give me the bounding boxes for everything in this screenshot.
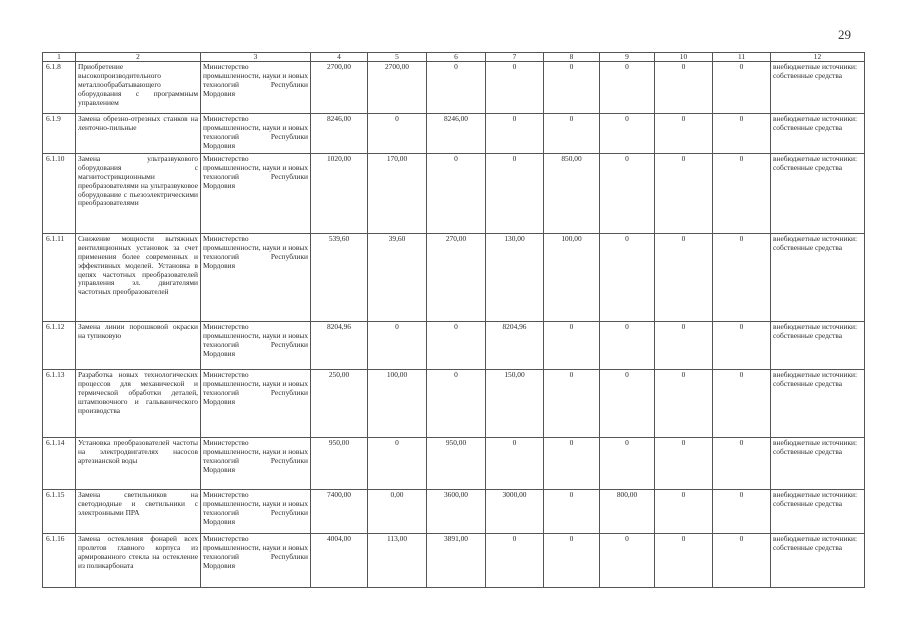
value-col10: 0 (655, 438, 713, 490)
page-number: 29 (838, 27, 851, 42)
value-total: 250,00 (311, 370, 368, 438)
row-number: 6.1.13 (43, 370, 76, 438)
row-number: 6.1.14 (43, 438, 76, 490)
value-col5: 100,00 (368, 370, 427, 438)
value-col11: 0 (713, 234, 771, 322)
executor: Министерство промышленности, науки и новых технологий Республики Мордовия (201, 370, 311, 438)
executor: Министерство промышленности, науки и новых технологий Республики Мордовия (201, 154, 311, 234)
value-col6: 8246,00 (427, 114, 486, 154)
funding-source: внебюджетные источники: собственные средства (771, 62, 865, 114)
col-header: 3 (201, 53, 311, 62)
col-header: 6 (427, 53, 486, 62)
table-row (43, 62, 865, 114)
value-col10: 0 (655, 322, 713, 370)
value-col6: 950,00 (427, 438, 486, 490)
value-col11: 0 (713, 62, 771, 114)
col-header: 12 (771, 53, 865, 62)
executor: Министерство промышленности, науки и новых технологий Республики Мордовия (201, 438, 311, 490)
measure-name: Снижение мощности вытяжных вентиляционных установок за счет применения более современных и эффективных моделей. Установка в цепях частотных преобразователей управления эл. двигателями частотных преобразователей (76, 234, 201, 322)
value-col9: 0 (600, 438, 655, 490)
executor: Министерство промышленности, науки и новых технологий Республики Мордовия (201, 62, 311, 114)
value-col8: 0 (544, 534, 600, 588)
row-number: 6.1.8 (43, 62, 76, 114)
value-col11: 0 (713, 438, 771, 490)
table-row (43, 114, 865, 154)
value-total: 1020,00 (311, 154, 368, 234)
value-col11: 0 (713, 154, 771, 234)
table-row (43, 322, 865, 370)
value-total: 8204,96 (311, 322, 368, 370)
funding-source: внебюджетные источники: собственные средства (771, 114, 865, 154)
value-col7: 150,00 (486, 370, 544, 438)
value-col11: 0 (713, 114, 771, 154)
value-col6: 3891,00 (427, 534, 486, 588)
value-col5: 113,00 (368, 534, 427, 588)
funding-source: внебюджетные источники: собственные средства (771, 322, 865, 370)
value-col8: 850,00 (544, 154, 600, 234)
funding-source: внебюджетные источники: собственные средства (771, 154, 865, 234)
table-row (43, 370, 865, 438)
value-col9: 0 (600, 62, 655, 114)
value-total: 8246,00 (311, 114, 368, 154)
value-col5: 170,00 (368, 154, 427, 234)
table-row (43, 438, 865, 490)
value-col6: 0 (427, 62, 486, 114)
value-total: 7400,00 (311, 490, 368, 534)
value-col9: 0 (600, 370, 655, 438)
value-col9: 0 (600, 154, 655, 234)
value-col6: 0 (427, 322, 486, 370)
col-header: 8 (544, 53, 600, 62)
table-row (43, 534, 865, 588)
row-number: 6.1.11 (43, 234, 76, 322)
value-col6: 270,00 (427, 234, 486, 322)
value-col5: 0 (368, 322, 427, 370)
value-total: 539,60 (311, 234, 368, 322)
value-total: 950,00 (311, 438, 368, 490)
value-col5: 2700,00 (368, 62, 427, 114)
row-number: 6.1.9 (43, 114, 76, 154)
value-col7: 130,00 (486, 234, 544, 322)
executor: Министерство промышленности, науки и новых технологий Республики Мордовия (201, 490, 311, 534)
value-col11: 0 (713, 534, 771, 588)
value-col10: 0 (655, 370, 713, 438)
value-col7: 0 (486, 114, 544, 154)
value-col8: 0 (544, 490, 600, 534)
funding-source: внебюджетные источники: собственные средства (771, 438, 865, 490)
funding-source: внебюджетные источники: собственные средства (771, 490, 865, 534)
value-col11: 0 (713, 490, 771, 534)
row-number: 6.1.12 (43, 322, 76, 370)
value-col8: 0 (544, 114, 600, 154)
value-col10: 0 (655, 114, 713, 154)
value-col6: 3600,00 (427, 490, 486, 534)
table-row (43, 234, 865, 322)
value-col10: 0 (655, 490, 713, 534)
value-col5: 0,00 (368, 490, 427, 534)
row-number: 6.1.15 (43, 490, 76, 534)
executor: Министерство промышленности, науки и новых технологий Республики Мордовия (201, 114, 311, 154)
value-col7: 0 (486, 62, 544, 114)
value-col8: 100,00 (544, 234, 600, 322)
value-total: 2700,00 (311, 62, 368, 114)
value-col11: 0 (713, 370, 771, 438)
value-col9: 0 (600, 114, 655, 154)
program-table (42, 52, 865, 588)
value-col10: 0 (655, 62, 713, 114)
value-col9: 0 (600, 534, 655, 588)
value-col8: 0 (544, 370, 600, 438)
value-col11: 0 (713, 322, 771, 370)
executor: Министерство промышленности, науки и новых технологий Республики Мордовия (201, 234, 311, 322)
col-header: 4 (311, 53, 368, 62)
value-col9: 800,00 (600, 490, 655, 534)
value-col7: 0 (486, 534, 544, 588)
measure-name: Разработка новых технологических процессов для механической и термической обработки деталей, штамповочного и гальванического производства (76, 370, 201, 438)
value-col8: 0 (544, 322, 600, 370)
funding-source: внебюджетные источники: собственные средства (771, 534, 865, 588)
table-row (43, 154, 865, 234)
value-col10: 0 (655, 234, 713, 322)
value-col9: 0 (600, 322, 655, 370)
col-header: 1 (43, 53, 76, 62)
measure-name: Замена светильников на светодиодные и светильники с электронными ПРА (76, 490, 201, 534)
value-col6: 0 (427, 154, 486, 234)
measure-name: Установка преобразователей частоты на электродвигателях насосов артезианской воды (76, 438, 201, 490)
value-col5: 39,60 (368, 234, 427, 322)
value-total: 4004,00 (311, 534, 368, 588)
value-col10: 0 (655, 534, 713, 588)
table-row (43, 490, 865, 534)
value-col7: 3000,00 (486, 490, 544, 534)
value-col7: 8204,96 (486, 322, 544, 370)
row-number: 6.1.10 (43, 154, 76, 234)
col-header: 10 (655, 53, 713, 62)
col-header: 5 (368, 53, 427, 62)
measure-name: Приобретение высокопроизводительного металлообрабатывающего оборудования с программным управлением (76, 62, 201, 114)
value-col10: 0 (655, 154, 713, 234)
col-header: 9 (600, 53, 655, 62)
executor: Министерство промышленности, науки и новых технологий Республики Мордовия (201, 534, 311, 588)
col-header: 7 (486, 53, 544, 62)
value-col9: 0 (600, 234, 655, 322)
measure-name: Замена остекления фонарей всех пролетов главного корпуса из армированного стекла на остекление из поликарбоната (76, 534, 201, 588)
measure-name: Замена ультразвукового оборудования с магнитострикционными преобразователями на ультразвуковое оборудование с пьезоэлектрическими преобразователями (76, 154, 201, 234)
value-col5: 0 (368, 438, 427, 490)
header-row (43, 53, 865, 62)
funding-source: внебюджетные источники: собственные средства (771, 234, 865, 322)
value-col6: 0 (427, 370, 486, 438)
value-col7: 0 (486, 154, 544, 234)
row-number: 6.1.16 (43, 534, 76, 588)
value-col7: 0 (486, 438, 544, 490)
executor: Министерство промышленности, науки и новых технологий Республики Мордовия (201, 322, 311, 370)
col-header: 2 (76, 53, 201, 62)
col-header: 11 (713, 53, 771, 62)
value-col5: 0 (368, 114, 427, 154)
value-col8: 0 (544, 62, 600, 114)
measure-name: Замена линии порошковой окраски на тупиковую (76, 322, 201, 370)
funding-source: внебюджетные источники: собственные средства (771, 370, 865, 438)
measure-name: Замена обрезно-отрезных станков на ленточно-пильные (76, 114, 201, 154)
value-col8: 0 (544, 438, 600, 490)
